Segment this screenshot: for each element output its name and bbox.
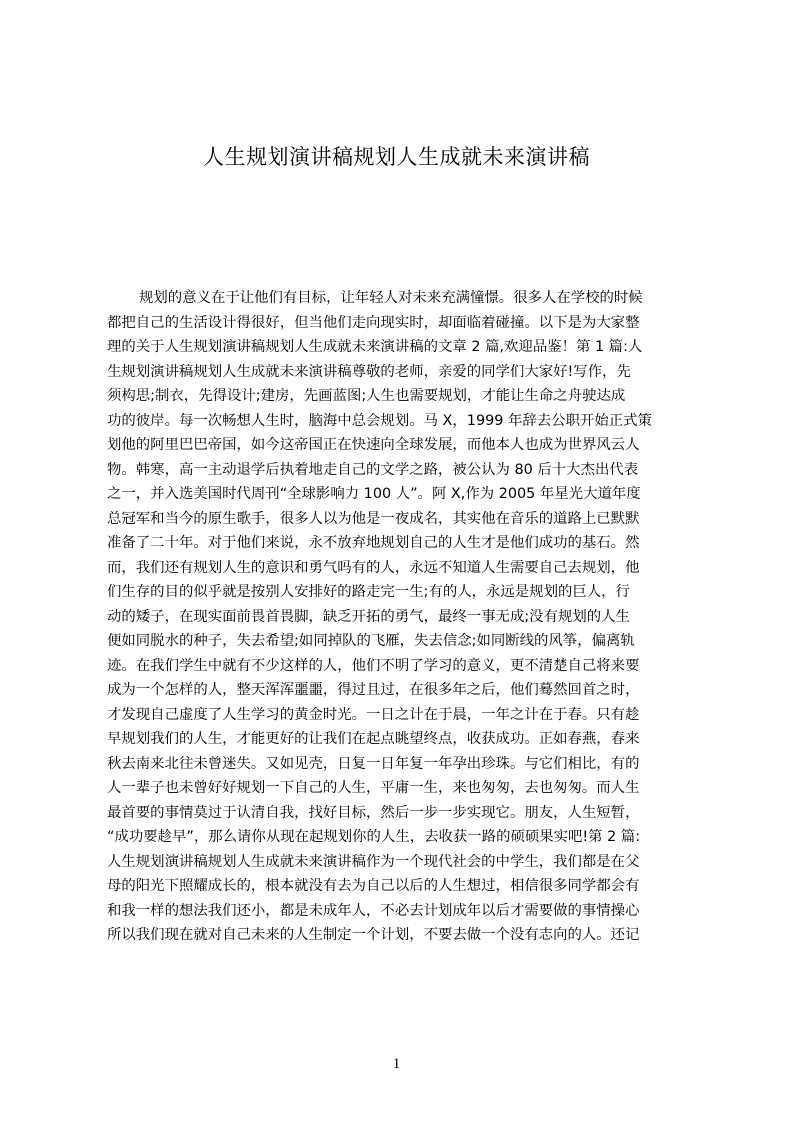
body-line: 准备了二十年。对于他们来说，永不放弃地规划自己的人生才是他们成功的基石。然 (107, 535, 640, 551)
body-line: 早规划我们的人生，才能更好的让我们在起点眺望终点，收获成功。正如春燕，春来 (107, 731, 640, 747)
body-line: 生规划演讲稿规划人生成就未来演讲稿尊敬的老师，亲爱的同学们大家好!写作，先 (107, 363, 631, 380)
body-line: 规划的意义在于让他们有目标，让年轻人对未来充满憧憬。很多人在学校的时候 (139, 290, 643, 306)
body-line: 之一，并入选美国时代周刊“全球影响力 100 人”。阿 X,作为 2005 年星光大道年度 (107, 486, 641, 502)
body-line: 便如同脱水的种子，失去希望;如同掉队的飞雁，失去信念;如同断线的风筝，偏离轨 (107, 633, 635, 649)
body-line: 才发现自己虚度了人生学习的黄金时光。一日之计在于晨，一年之计在于春。只有趁 (107, 706, 640, 723)
body-line: 成为一个怎样的人，整天浑浑噩噩，得过且过，在很多年之后，他们蓦然回首之时， (107, 682, 640, 698)
body-line: 划他的阿里巴巴帝国，如今这帝国正在快速向全球发展，而他本人也成为世界风云人 (107, 437, 640, 453)
body-line: 和我一样的想法我们还小，都是未成年人，不必去计划成年以后才需要做的事情操心 (107, 902, 640, 919)
page-number: 1 (392, 1056, 401, 1072)
body-line: 都把自己的生活设计得很好，但当他们走向现实时，却面临着碰撞。以下是为大家整 (107, 314, 640, 331)
body-line: 理的关于人生规划演讲稿规划人生成就未来演讲稿的文章 2 篇,欢迎品鉴！第 1 篇:人 (107, 339, 643, 355)
body-line: 功的彼岸。每一次畅想人生时，脑海中总会规划。马 X，1999 年辞去公职开始正式策 (107, 412, 652, 429)
document-body (107, 286, 699, 948)
body-line: 动的矮子，在现实面前畏首畏脚，缺乏开拓的勇气，最终一事无成;没有规划的人生 (107, 608, 630, 625)
body-line: 最首要的事情莫过于认清自我，找好目标，然后一步一步实现它。朋友，人生短暂， (107, 804, 640, 821)
body-line: 所以我们现在就对自己未来的人生制定一个计划，不要去做一个没有志向的人。还记 (107, 927, 640, 943)
body-line: 总冠军和当今的原生歌手，很多人以为他是一夜成名，其实他在音乐的道路上已默默 (107, 510, 640, 527)
body-line: 母的阳光下照耀成长的，根本就没有去为自己以后的人生想过，相信很多同学都会有 (107, 878, 640, 894)
body-line: 们生存的目的似乎就是按别人安排好的路走完一生;有的人，永远是规划的巨人，行 (107, 584, 630, 600)
body-line: 秋去南来北往未曾迷失。又如见壳，日复一日年复一年孕出珍珠。与它们相比，有的 (107, 755, 640, 772)
document-title: 人生规划演讲稿规划人生成就未来演讲稿 (203, 145, 590, 169)
body-line: “成功要趁早”，那么请你从现在起规划你的人生，去收获一路的硕硕果实吧!第 2 篇: (107, 829, 641, 845)
body-line: 人生规划演讲稿规划人生成就未来演讲稿作为一个现代社会的中学生，我们都是在父 (107, 853, 640, 870)
body-line: 而，我们还有规划人生的意识和勇气吗有的人，永远不知道人生需要自己去规划，他 (107, 559, 640, 576)
body-line: 须构思;制衣，先得设计;建房，先画蓝图;人生也需要规划，才能让生命之舟驶达成 (107, 388, 626, 404)
body-line: 人一辈子也未曾好好规划一下自己的人生，平庸一生，来也匆匆，去也匆匆。而人生 (107, 780, 640, 796)
body-line: 物。韩寒，高一主动退学后执着地走自己的文学之路，被公认为 80 后十大杰出代表 (107, 461, 639, 478)
body-line: 迹。在我们学生中就有不少这样的人，他们不明了学习的意义，更不清楚自己将来要 (107, 657, 640, 674)
